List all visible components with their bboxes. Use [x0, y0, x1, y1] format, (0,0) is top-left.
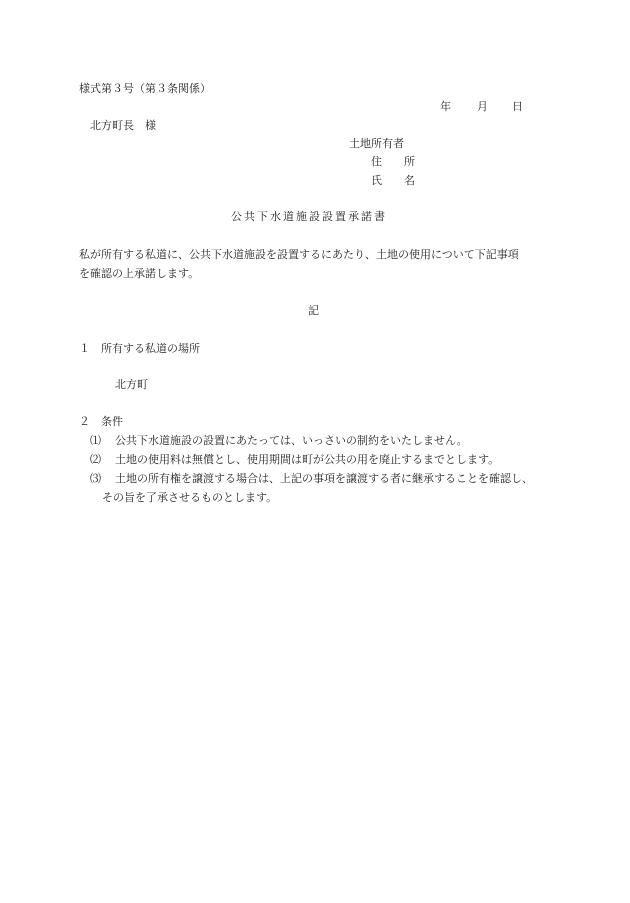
condition-1-text: 公共下水道施設の設置にあたっては、いっさいの制約をいたしません。: [115, 434, 468, 447]
ki-heading: 記: [308, 304, 319, 317]
owner-label: 土地所有者: [349, 137, 404, 150]
condition-1-marker: ⑴: [90, 434, 101, 447]
date-year: 年: [440, 100, 451, 113]
condition-2-marker: ⑵: [90, 453, 101, 466]
owner-name-label: 氏 名: [371, 174, 415, 187]
section-1-location: 北方町: [115, 378, 148, 391]
form-number: 様式第３号（第３条関係）: [79, 82, 211, 95]
intro-line-2: を確認の上承諾します。: [79, 267, 200, 280]
addressee: 北方町長 様: [90, 119, 156, 132]
intro-line-1: 私が所有する私道に、公共下水道施設を設置するにあたり、土地の使用について下記事項: [79, 248, 519, 261]
condition-2-text: 土地の使用料は無償とし、使用期間は町が公共の用を廃止するまでとします。: [115, 453, 500, 466]
condition-3-marker: ⑶: [90, 472, 101, 485]
section-2-heading: ２ 条件: [79, 415, 123, 428]
date-day: 日: [512, 100, 523, 113]
condition-3-text: 土地の所有権を譲渡する場合は、上記の事項を譲渡する者に継承することを確認し、: [115, 472, 533, 485]
condition-3-continuation: その旨を了承させるものとします。: [102, 491, 278, 504]
owner-address-label: 住 所: [371, 155, 415, 168]
date-month: 月: [477, 100, 488, 113]
section-1-heading: １ 所有する私道の場所: [79, 342, 200, 355]
document-title: 公共下水道施設設置承諾書: [231, 210, 387, 223]
